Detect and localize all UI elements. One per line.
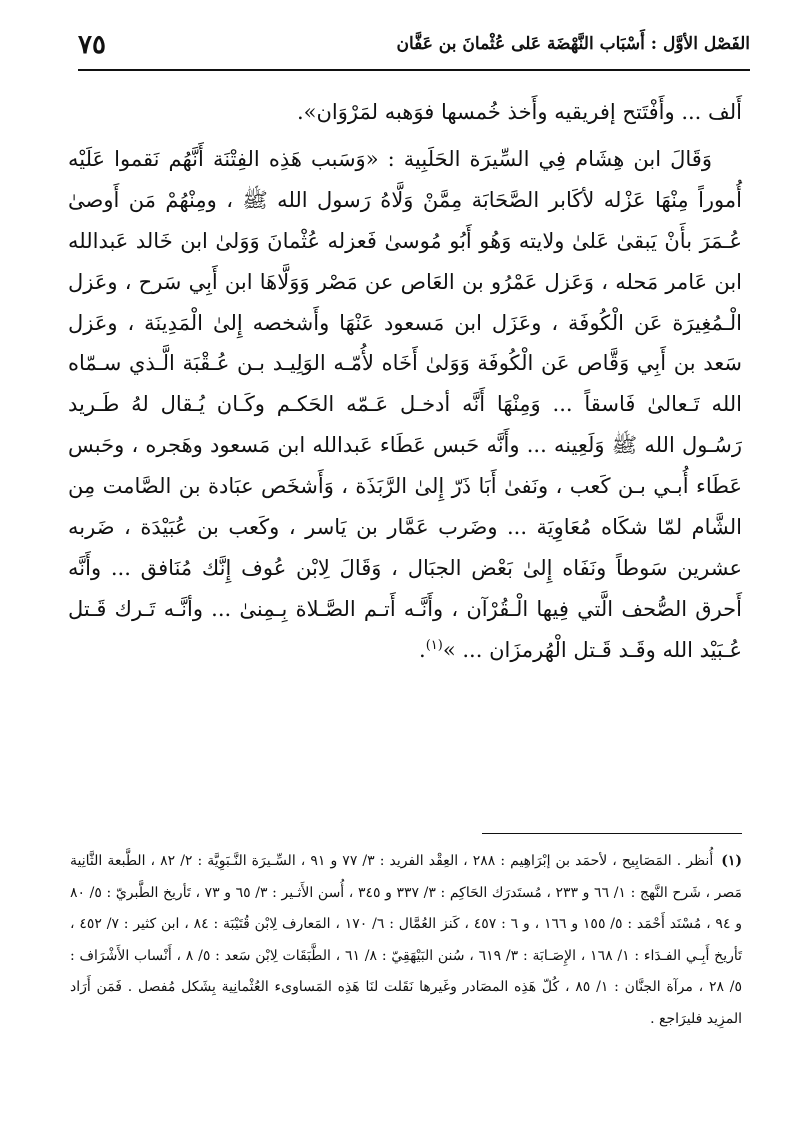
footnote-number: (١) xyxy=(721,853,742,869)
footnotes xyxy=(70,846,742,1035)
page-header xyxy=(78,30,750,66)
paragraph-2 xyxy=(68,139,742,671)
page-number: ٧٥ xyxy=(78,30,106,60)
paragraph-1: أَلف ... وأَفْتَتح إفريقيه وأَخذ خُمسها فوَهبه لمَرْوَان». xyxy=(296,100,742,124)
footnote-reference: (١) xyxy=(425,637,443,653)
footnote-text: أُنظر . المَصَابِيح ، لأحمَد بن إبْرَاهِيم : ٢٨٨ ، العِقْد الفريد : ٣/ ٧٧ و ٩١ ، السِّـيرَة النَّـبَوِيَّة : ٢/ ٨٢ ، الطَّبعة الثَّانِية مَصر ، شَرح النَّهج : ١/ ٦٦ و ٢٣٣ ، مُستَدرَك الحَاكِم : ٣/ ٣٣٧ و ٣٤٥ ، أُسن الأَثـير : ٣/ ٦٥ و ٧٣ ، تَأريخ الطَّبريّ : ٥/ ٨٠ و ٩٤ ، مُسْنَد أَحْمَد : ٥/ ١٥٥ و ١٦٦ ، و ٦ : ٤٥٧ ، كَنز العُمَّال : ٦/ ١٧٠ ، المَعارف لِابْن قُتَيْبَة : ٨٤ ، ابن كثير : ٧/ ٤٥٢ ، تَأريخ أَبِـي الفـدَاء : ١/ ١٦٨ ، الإِصَـابَة : ٣/ ٦١٩ ، سُنن البَيْهَقِيّ : ٨/ ٦١ ، الطَّبَقَات لِابْن سَعد : ٥/ ٨ ، أَنْساب الأَشْرَاف : ٥/ ٢٨ ، مرآة الجنَّان : ١/ ٨٥ ، كُلّ هَذِه المصَادر وغَيرها نَقَلت لنَا هَذِه المَساوىء العُثْمانِية بِشَكل مُفصل . فَمَن أَرَاد المزِيد فليرَاجع . xyxy=(70,853,743,1027)
paragraph-2-text: وَقَالَ ابن هِشَام فِي السِّيرَة الحَلَبِية : «وَسَبب هَذِه الفِتْنَة أَنَّهُم نَقموا عَلَيْه أُموراً مِنْهَا عَزْله لأكَابر الصَّحَابَة مِمَّنْ وَلَّاهُ رَسول الله ﷺ ، ومِنْهُمْ مَن أَوصىٰ عُـمَرَ بأَنْ يَبقىٰ عَلىٰ ولايته وَهُو أَبُو مُوسىٰ فَعزله عُثْمانَ وَوَلىٰ ابن خَالد عَبدالله ابن عَامر مَحله ، وَعَزل عَمْرُو بن العَاص عن مَصْر وَوَلَّاهَا ابن أَبِي سَرح ، وعَزل الْـمُغِيرَة عَن الْكُوفَة ، وعَزَل ابن مَسعود عَنْهَا وأَشخصه إِلىٰ الْمَدِينَة ، وعَزل سَعد بن أَبِي وَقَّاص عَن الْكُوفَة وَوَلىٰ أَخَاه لأُمّـه الوَلِيـد بـن عُـقْبَة الَّـذي سـمّاه الله تَـعالىٰ فَاسقاً ... وَمِنْهَا أَنَّه أدخـل عَـمّه الحَكـم وكَـان يُـقال لهُ طَـريد رَسُـول الله ﷺ وَلَعِينه ... وأَنَّه حَبس عَطَاء عَبدالله ابن مَسعود وهَجره ، وحَبس عَطَاء أُبـي بـن كَعب ، ونَفىٰ أَبَا ذَرّ إِلىٰ الرَّبَذَة ، وَأَشخَص عبَادة بن الصَّامت مِن الشَّام لمّا شكَاه مُعَاوِيَة ... وضَرب عَمَّار بن يَاسر ، وكَعب بن عُبَيْدَة ، ضَربه عشرين سَوطاً ونَفَاه إِلىٰ بَعْض الجبَال ، وَقَالَ لِابْن عُوف إِنَّك مُنَافق ... وأَنَّه أَحرق الصُّحف الَّتي فِيها الْـقُرْآن ، وأَنَّـه أَتـم الصَّـلاة بِـمِنىٰ ... وأنَّـه تَـرك قَـتل عُـبَيْد الله وقَـد قَـتل الْهُرمزَان ... » xyxy=(68,146,742,662)
paragraph-2-end: . xyxy=(419,637,426,662)
footnote-separator xyxy=(482,833,742,834)
running-title: الفَصْل الأوَّل : أَسْبَاب النَّهْضَة عَلى عُثْمانَ بن عَفَّان xyxy=(396,34,750,54)
main-text xyxy=(68,92,742,677)
header-rule xyxy=(78,69,750,71)
